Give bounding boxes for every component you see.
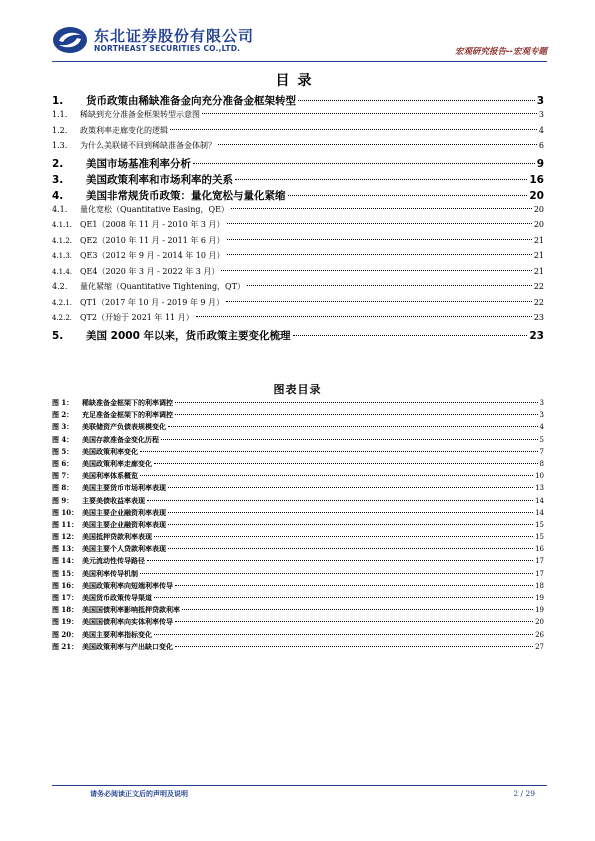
dot-leader <box>168 512 533 513</box>
figure-entry-page: 14 <box>535 508 544 517</box>
toc-entry[interactable] <box>52 328 544 344</box>
toc-entry-page: 20 <box>529 189 544 202</box>
toc-entry-title: 稀缺到充分准备金框架转型示意图 <box>80 110 200 119</box>
figure-entry-title: 美国抵押贷款利率表现 <box>82 533 152 542</box>
dot-leader <box>221 270 531 271</box>
toc-entry-number: 1.1. <box>52 110 68 119</box>
figure-entry-number: 图 1： <box>52 398 74 407</box>
dot-leader <box>182 609 533 610</box>
figure-entry-page: 3 <box>539 411 544 420</box>
toc-entry-page: 21 <box>533 266 544 276</box>
figure-entry-page: 7 <box>539 447 544 456</box>
figure-entry-number: 图 2： <box>52 410 74 420</box>
figure-list-title: 图表目录 <box>273 383 322 396</box>
figure-entry-number: 图 11： <box>52 519 79 529</box>
figure-entry-page: 18 <box>535 581 544 590</box>
dot-leader <box>227 254 532 255</box>
figure-entry-number: 图 13： <box>52 544 79 554</box>
toc-entry-number: 2. <box>52 157 64 170</box>
page-header <box>52 24 547 64</box>
figure-entry[interactable] <box>52 435 544 447</box>
toc-entry-page: 22 <box>533 282 544 291</box>
toc-entry-title: 量化宽松（Quantitative Easing，QE） <box>80 204 229 214</box>
figure-entry-page: 27 <box>535 642 544 651</box>
toc-entry-number: 4.2.2. <box>52 314 73 322</box>
figure-entry-page: 19 <box>535 594 544 602</box>
toc-entry[interactable] <box>52 172 544 188</box>
footer-disclaimer: 请务必阅读正文后的声明及说明 <box>90 790 188 798</box>
figure-entry-number: 图 16： <box>52 580 79 590</box>
dot-leader <box>288 195 528 196</box>
toc-entry-title: QT1（2017 年 10 月 - 2019 年 9 月） <box>80 297 225 307</box>
header-divider <box>52 61 547 62</box>
figure-entry-number: 图 8： <box>52 483 74 493</box>
toc-entry[interactable] <box>52 156 544 172</box>
figure-entry[interactable] <box>52 544 544 556</box>
toc-entry[interactable] <box>52 188 544 204</box>
dot-leader <box>175 402 538 403</box>
figure-entry-title: 美国货币政策传导渠道 <box>82 594 152 602</box>
figure-entry-title: 美国主要利率指标变化 <box>82 630 152 639</box>
dot-leader <box>227 223 532 224</box>
toc-entry-page: 22 <box>533 297 544 307</box>
toc-entry-number: 4.1.1. <box>52 221 73 229</box>
figure-entry-number: 图 15： <box>52 568 79 578</box>
figure-entry-number: 图 10： <box>52 507 79 517</box>
dot-leader <box>161 439 538 440</box>
toc-entry-page: 9 <box>536 157 544 170</box>
figure-entry-number: 图 18： <box>52 605 79 615</box>
figure-entry-title: 美国主要货币市场利率表现 <box>82 484 166 493</box>
figure-entry-title: 美国利率传导机制 <box>82 569 138 578</box>
toc-entry-page: 20 <box>533 220 544 229</box>
toc-entry-title: 为什么美联储不回到稀缺准备金体制？ <box>80 141 216 150</box>
toc-entry[interactable] <box>52 204 544 220</box>
toc-entry-page: 3 <box>536 95 544 107</box>
toc-entry-title: QE1（2008 年 11 月 - 2010 年 3 月） <box>80 220 225 229</box>
figure-entry[interactable] <box>52 532 544 544</box>
toc-entry-title: 货币政策由稀缺准备金向充分准备金框架转型 <box>86 95 296 107</box>
figure-entry-number: 图 12： <box>52 532 79 542</box>
dot-leader <box>140 475 533 476</box>
dot-leader <box>193 163 535 164</box>
figure-entry[interactable] <box>52 617 544 629</box>
figure-entry[interactable] <box>52 569 544 581</box>
figure-entry-number: 图 5： <box>52 446 74 456</box>
company-name-en: NORTHEAST SECURITIES CO.,LTD. <box>94 44 241 53</box>
dot-leader <box>154 597 533 598</box>
figure-entry-title: 美元流动性传导路径 <box>82 557 145 566</box>
figure-entry-number: 图 9： <box>52 495 74 505</box>
toc-entry-number: 4.1. <box>52 204 68 214</box>
figure-entry-page: 15 <box>535 520 544 529</box>
figure-entry[interactable] <box>52 483 544 495</box>
dot-leader <box>175 585 533 586</box>
toc-entry-title: 美国市场基准利率分析 <box>86 157 191 170</box>
figure-entry-page: 4 <box>539 423 544 432</box>
toc-entry-title: 美国非常规货币政策：量化宽松与量化紧缩 <box>86 189 286 202</box>
toc-entry-page: 21 <box>533 235 544 245</box>
dot-leader <box>154 536 533 537</box>
toc-entry-title: 美国 2000 年以来，货币政策主要变化梳理 <box>86 329 291 342</box>
dot-leader <box>175 646 533 647</box>
figure-entry-number: 图 19： <box>52 617 79 627</box>
toc-entry-number: 4.1.4. <box>52 267 73 276</box>
toc-list <box>52 93 544 344</box>
dot-leader <box>140 451 538 452</box>
figure-entry[interactable] <box>52 581 544 593</box>
toc-entry[interactable] <box>52 125 544 141</box>
toc-entry-title: QE2（2010 年 11 月 - 2011 年 6 月） <box>80 235 225 245</box>
figure-entry[interactable] <box>52 642 544 654</box>
figure-entry-title: 美联储资产负债表规模变化 <box>82 423 166 432</box>
figure-entry[interactable] <box>52 471 544 483</box>
figure-entry-title: 稀缺准备金框架下的利率调控 <box>82 399 173 407</box>
figure-entry-title: 美国国债利率影响抵押贷款利率 <box>82 606 180 615</box>
dot-leader <box>227 239 532 240</box>
figure-entry-page: 20 <box>535 618 544 627</box>
toc-entry-number: 4.2.1. <box>52 298 73 307</box>
toc-entry[interactable] <box>52 235 544 251</box>
toc-entry[interactable] <box>52 140 544 156</box>
toc-entry-page: 16 <box>529 173 544 186</box>
toc-entry[interactable] <box>52 281 544 297</box>
figure-entry[interactable] <box>52 496 544 508</box>
dot-leader <box>175 414 538 415</box>
figure-entry-title: 美国存款准备金变化历程 <box>82 435 159 444</box>
toc-entry-number: 3. <box>52 173 64 186</box>
figure-entry-title: 充足准备金框架下的利率调控 <box>82 411 173 420</box>
figure-entry[interactable] <box>52 520 544 532</box>
figure-entry[interactable] <box>52 422 544 434</box>
dot-leader <box>154 634 533 635</box>
figure-entry-title: 美国国债利率向实体利率传导 <box>82 618 173 627</box>
figure-entry-number: 图 6： <box>52 458 74 468</box>
toc-entry[interactable] <box>52 266 544 282</box>
figure-entry-title: 美国利率体系概览 <box>82 472 138 481</box>
toc-entry-page: 4 <box>538 125 544 135</box>
toc-entry-page: 23 <box>533 313 544 322</box>
dot-leader <box>154 463 538 464</box>
dot-leader <box>196 316 532 317</box>
figure-entry-page: 16 <box>535 545 544 554</box>
figure-entry-number: 图 20： <box>52 629 79 639</box>
toc-entry-title: 政策利率走廊变化的逻辑 <box>80 125 168 135</box>
dot-leader <box>140 573 533 574</box>
dot-leader <box>147 500 533 501</box>
toc-entry-title: 美国政策利率和市场利率的关系 <box>86 173 233 186</box>
toc-entry-page: 3 <box>538 110 544 119</box>
footer-divider <box>52 785 547 786</box>
figure-entry-page: 17 <box>535 569 544 578</box>
company-name-cn: 东北证券股份有限公司 <box>94 27 255 45</box>
figure-entry-title: 美国政策利率向短端利率传导 <box>82 581 173 590</box>
dot-leader <box>168 524 533 525</box>
figure-entry-title: 美国政策利率与产出缺口变化 <box>82 642 173 651</box>
figure-entry-page: 14 <box>535 496 544 505</box>
dot-leader <box>226 301 532 302</box>
figure-entry-page: 26 <box>535 630 544 639</box>
figure-entry-title: 美国政策利率变化 <box>82 447 138 456</box>
toc-entry-title: QT2（开始于 2021 年 11 月） <box>80 313 194 322</box>
dot-leader <box>202 113 537 114</box>
dot-leader <box>168 487 533 488</box>
toc-entry[interactable] <box>52 312 544 328</box>
toc-entry[interactable] <box>52 93 544 109</box>
figure-entry-page: 10 <box>535 472 544 481</box>
toc-entry-title: QE3（2012 年 9 月 - 2014 年 10 月） <box>80 251 225 260</box>
toc-title: 目录 <box>275 73 320 89</box>
dot-leader <box>247 285 532 286</box>
figure-entry-title: 美国主要企业融资利率表现 <box>82 508 166 517</box>
figure-entry-number: 图 3： <box>52 422 74 432</box>
figure-entry[interactable] <box>52 447 544 459</box>
toc-entry[interactable] <box>52 250 544 266</box>
figure-entry-page: 17 <box>535 557 544 566</box>
dot-leader <box>147 560 533 561</box>
toc-entry-number: 4.2. <box>52 282 68 291</box>
figure-entry-number: 图 7： <box>52 471 74 481</box>
figure-entry-title: 美国政策利率走廊变化 <box>82 459 152 468</box>
figure-entry-page: 15 <box>535 533 544 542</box>
figure-entry-page: 8 <box>539 459 544 468</box>
toc-entry-page: 20 <box>533 204 544 214</box>
dot-leader <box>168 426 538 427</box>
page-number: 2 / 29 <box>513 789 535 798</box>
figure-entry[interactable] <box>52 593 544 605</box>
dot-leader <box>235 179 527 180</box>
figure-entry-number: 图 4： <box>52 434 74 444</box>
toc-entry-number: 5. <box>52 329 64 342</box>
northeast-securities-logo-icon <box>52 26 88 54</box>
figure-entry[interactable] <box>52 630 544 642</box>
figure-entry[interactable] <box>52 605 544 617</box>
toc-entry-page: 23 <box>529 329 544 342</box>
toc-entry-page: 6 <box>538 141 544 150</box>
figure-entry-title: 主要美债收益率表现 <box>82 496 145 505</box>
toc-entry-page: 21 <box>533 251 544 260</box>
toc-entry[interactable] <box>52 109 544 125</box>
toc-entry-number: 1.3. <box>52 141 68 150</box>
figure-entry[interactable] <box>52 459 544 471</box>
toc-entry-title: 量化紧缩（Quantitative Tightening，QT） <box>80 282 245 291</box>
report-type: 宏观研究报告--宏观专题 <box>454 47 547 57</box>
toc-entry[interactable] <box>52 297 544 313</box>
toc-entry-number: 4. <box>52 189 64 202</box>
toc-entry-number: 4.1.3. <box>52 252 73 260</box>
figure-entry[interactable] <box>52 556 544 568</box>
figure-entry-page: 5 <box>539 435 544 444</box>
dot-leader <box>231 208 532 209</box>
toc-entry[interactable] <box>52 219 544 235</box>
figure-entry[interactable] <box>52 508 544 520</box>
dot-leader <box>218 144 537 145</box>
toc-entry-number: 1. <box>52 95 64 107</box>
figure-entry-page: 13 <box>535 484 544 493</box>
figure-entry-page: 3 <box>539 399 544 407</box>
figure-entry-number: 图 21： <box>52 641 79 651</box>
figure-list <box>52 398 544 654</box>
dot-leader <box>168 548 533 549</box>
dot-leader <box>170 129 537 130</box>
figure-entry[interactable] <box>52 410 544 422</box>
toc-entry-title: QE4（2020 年 3 月 - 2022 年 3 月） <box>80 266 220 276</box>
toc-entry-number: 4.1.2. <box>52 236 73 245</box>
dot-leader <box>175 621 533 622</box>
figure-entry-number: 图 17： <box>52 593 79 602</box>
figure-entry-page: 19 <box>535 606 544 615</box>
figure-entry-title: 美国主要个人贷款利率表现 <box>82 545 166 554</box>
figure-entry[interactable] <box>52 398 544 410</box>
figure-entry-number: 图 14： <box>52 556 79 566</box>
toc-entry-number: 1.2. <box>52 125 68 135</box>
dot-leader <box>293 335 528 336</box>
figure-entry-title: 美国主要企业融资利率表现 <box>82 520 166 529</box>
dot-leader <box>298 100 535 101</box>
